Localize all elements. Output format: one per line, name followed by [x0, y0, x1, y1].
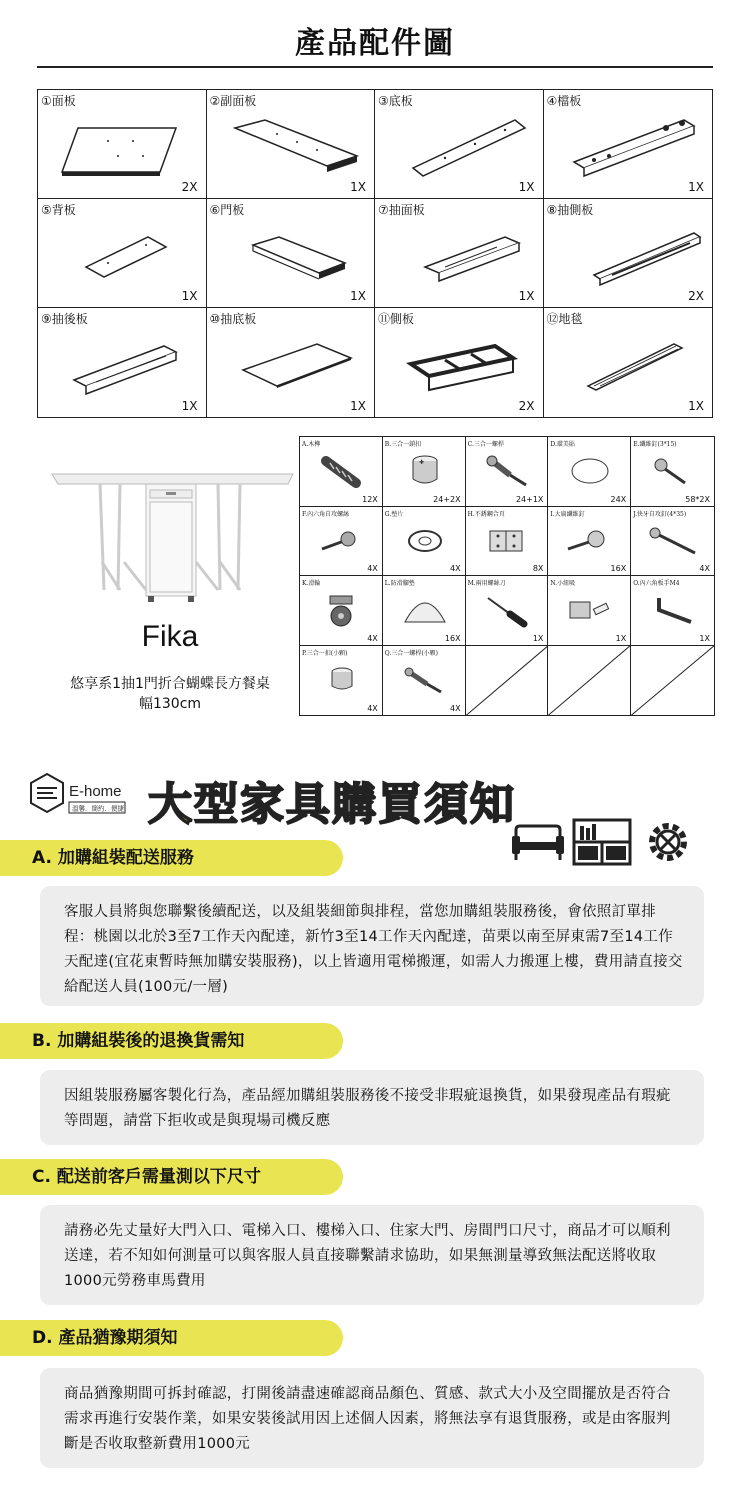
part-qty: 1X — [518, 289, 535, 303]
hardware-qty: 12X — [362, 494, 378, 504]
hardware-label: O.內六角板手M4 — [633, 580, 680, 587]
cover-sticker-icon — [562, 449, 618, 493]
hardware-qty: 8X — [532, 564, 544, 573]
small-cam-lock-icon — [314, 658, 370, 702]
product-photo — [50, 450, 295, 615]
hardware-qty: 4X — [367, 564, 378, 573]
part-qty: 1X — [181, 289, 198, 303]
part-cell — [544, 90, 713, 199]
part-label: ⑪側板 — [378, 312, 415, 326]
product-size: 幅130cm — [138, 696, 202, 712]
part-cell — [207, 199, 376, 308]
product-description: 悠享系1抽1門折合蝴蝶長方餐桌 — [70, 676, 270, 692]
hardware-cell — [300, 507, 383, 577]
part-qty: 1X — [350, 180, 366, 194]
magnet-catch-icon — [562, 588, 618, 632]
hardware-cell — [466, 437, 549, 507]
part-cell — [544, 308, 713, 417]
caster-icon — [314, 588, 370, 632]
section-c-body: 請務必先丈量好大門入口、電梯入口、樓梯入口、住家大門、房間門口尺寸，商品才可以順利送達，若不知如何測量可以與客服人員直接聯繫請求協助，如果無測量導致無法配送將收取1000元勞務車馬費用 — [40, 1205, 704, 1305]
hardware-qty: 4X — [450, 704, 461, 713]
part-qty: 1X — [350, 399, 366, 413]
part-qty: 1X — [688, 180, 704, 194]
drawer-side-icon — [554, 215, 704, 291]
hardware-label: E.纖維釘(3*15) — [633, 441, 677, 448]
long-screw-icon — [645, 519, 701, 563]
hardware-label: N.小紐吸 — [550, 580, 576, 587]
hardware-label: L.防滑腳墊 — [384, 580, 415, 587]
part-label: ②副面板 — [209, 94, 257, 108]
part-label: ⑨抽後板 — [41, 312, 88, 326]
foot-pad-icon — [397, 588, 453, 632]
hardware-cell — [631, 507, 714, 577]
hardware-qty: 58*2X — [685, 494, 710, 504]
hardware-cell — [300, 646, 383, 716]
hardware-qty: 4X — [450, 564, 461, 573]
bottom-board-icon — [385, 106, 535, 182]
brand-tagline: 溫馨．簡約．便捷 — [72, 804, 124, 813]
part-label: ⑩抽底板 — [209, 312, 257, 326]
part-qty: 2X — [181, 180, 198, 194]
cabinet-icon — [574, 820, 630, 864]
hardware-qty: 1X — [532, 633, 544, 643]
hardware-cell — [548, 507, 631, 577]
hardware-label: F.內六角自攻螺絲 — [302, 510, 350, 518]
hardware-label: I.大扁纖維釘 — [550, 510, 585, 518]
hardware-label: H.不銹鋼合頁 — [467, 510, 505, 518]
part-cell — [375, 90, 544, 199]
hardware-cell — [548, 437, 631, 507]
part-cell — [38, 308, 207, 417]
hinge-icon — [480, 519, 536, 563]
empty-cell-diagonal — [631, 646, 714, 716]
part-label: ⑦抽面板 — [378, 203, 425, 217]
hardware-cell — [631, 437, 714, 507]
section-a-heading: A. 加購組裝配送服務 — [0, 840, 343, 876]
hardware-qty: 4X — [367, 704, 378, 713]
hardware-qty: 24X — [610, 494, 627, 504]
part-label: ⑫地毯 — [546, 312, 583, 326]
table-top-panel-icon — [48, 106, 198, 182]
hardware-cell — [383, 576, 466, 646]
gear-tools-icon — [652, 826, 684, 858]
drawer-bottom-icon — [217, 324, 367, 400]
empty-cell — [466, 646, 549, 716]
part-qty: 2X — [688, 289, 704, 303]
hardware-qty: 24+2X — [433, 494, 461, 504]
hardware-label: C.三合一螺桿 — [467, 441, 504, 448]
drawer-front-icon — [385, 215, 535, 291]
brand-logo — [27, 770, 137, 820]
furniture-icons — [508, 818, 708, 866]
dowel-icon — [314, 449, 370, 493]
svg-text:✚: ✚ — [418, 459, 424, 466]
section-b-heading: B. 加購組裝後的退換貨需知 — [0, 1023, 343, 1059]
empty-cell — [548, 646, 631, 716]
hardware-cell — [383, 437, 466, 507]
side-panel-icon — [217, 106, 367, 182]
brand-name: E-home — [69, 783, 122, 800]
cam-lock-icon — [397, 449, 453, 493]
hardware-label: K.滑輪 — [302, 580, 321, 587]
hardware-label: Q.三合一螺桿(小顆) — [384, 649, 439, 657]
hardware-cell — [466, 507, 549, 577]
part-cell — [38, 90, 207, 199]
hardware-cell — [300, 437, 383, 507]
title-divider — [37, 66, 713, 68]
screw-icon — [645, 449, 701, 493]
part-cell — [207, 308, 376, 417]
door-panel-icon — [217, 215, 367, 291]
hardware-label: M.兩用螺絲刀 — [467, 580, 506, 587]
hardware-qty: 4X — [367, 633, 378, 643]
hardware-label: P.三合一扣(小顆) — [302, 649, 348, 657]
screwdriver-icon — [480, 588, 536, 632]
cam-bolt-icon — [480, 449, 536, 493]
hardware-cell — [383, 507, 466, 577]
hex-key-icon — [645, 588, 701, 632]
hardware-qty: 1X — [699, 633, 710, 643]
washer-icon — [397, 519, 453, 563]
product-name: Fika — [141, 620, 199, 653]
hardware-cell — [383, 646, 466, 716]
section-c-heading: C. 配送前客戶需量測以下尺寸 — [0, 1159, 343, 1195]
hardware-label: B.三合一鎖扣 — [384, 441, 422, 448]
baffle-board-icon — [554, 106, 704, 182]
back-panel-icon — [48, 215, 198, 291]
hardware-label: J.快牙自攻釘(4*35) — [633, 510, 687, 518]
part-label: ③底板 — [378, 94, 413, 108]
part-qty: 1X — [518, 180, 535, 194]
hardware-cell — [300, 576, 383, 646]
parts-grid — [37, 89, 713, 418]
hardware-cell — [466, 576, 549, 646]
hardware-cell — [631, 576, 714, 646]
part-cell — [375, 308, 544, 417]
hardware-qty: 24+1X — [515, 494, 544, 504]
hardware-cell — [548, 576, 631, 646]
part-label: ④檔板 — [546, 94, 582, 108]
drawer-back-icon — [48, 324, 198, 400]
hardware-label: G.墊片 — [384, 510, 404, 518]
flat-screw-icon — [562, 519, 618, 563]
part-qty: 1X — [350, 289, 366, 303]
part-label: ⑤背板 — [41, 203, 76, 217]
part-cell — [375, 199, 544, 308]
part-qty: 2X — [518, 399, 535, 413]
part-qty: 1X — [688, 399, 704, 413]
hardware-label: A.木榫 — [302, 441, 321, 448]
part-cell — [38, 199, 207, 308]
section-b-body: 因組裝服務屬客製化行為，產品經加購組裝服務後不接受非瑕疵退換貨，如果發現產品有瑕疵等問題，請當下拒收或是與現場司機反應 — [40, 1070, 704, 1145]
part-label: ⑥門板 — [209, 203, 245, 217]
part-label: ①面板 — [41, 94, 76, 108]
hardware-qty: 16X — [610, 564, 627, 573]
empty-cell — [631, 646, 714, 716]
mat-icon — [554, 324, 704, 400]
part-qty: 1X — [181, 399, 198, 413]
part-cell — [544, 199, 713, 308]
part-label: ⑧抽側板 — [546, 203, 594, 217]
empty-cell-diagonal — [466, 646, 548, 716]
small-cam-bolt-icon — [397, 658, 453, 702]
hardware-grid — [299, 436, 715, 716]
banner-title: 大型家具購買須知 — [148, 779, 516, 830]
section-d-body: 商品猶豫期間可拆封確認，打開後請盡速確認商品顏色、質感、款式大小及空間擺放是否符合需求再進行安裝作業，如果安裝後試用因上述個人因素，將無法享有退貨服務，或是由客服判斷是否收取整新費用1000元 — [40, 1368, 704, 1468]
hardware-label: D.環美貼 — [550, 441, 575, 448]
hardware-qty: 16X — [444, 633, 461, 643]
page-title: 產品配件圖 — [295, 26, 455, 61]
part-cell — [207, 90, 376, 199]
empty-cell-diagonal — [548, 646, 630, 716]
section-a-body: 客服人員將與您聯繫後續配送，以及組裝細節與排程，當您加購組裝服務後，會依照訂單排程：桃園以北於3至7工作天內配達，新竹3至14工作天內配達，苗栗以南至屏東需7至14工作天配達(宜花東暫時無加購安裝服務)，以上皆適用電梯搬運，如需人力搬運上樓，費用請直接交給配送人員(100元/一層) — [40, 886, 704, 1006]
hardware-qty: 4X — [699, 564, 710, 573]
section-d-heading: D. 產品猶豫期須知 — [0, 1320, 343, 1356]
side-frame-icon — [385, 324, 535, 400]
sofa-icon — [512, 826, 564, 860]
hex-screw-icon — [314, 519, 370, 563]
hardware-qty: 1X — [615, 633, 627, 643]
